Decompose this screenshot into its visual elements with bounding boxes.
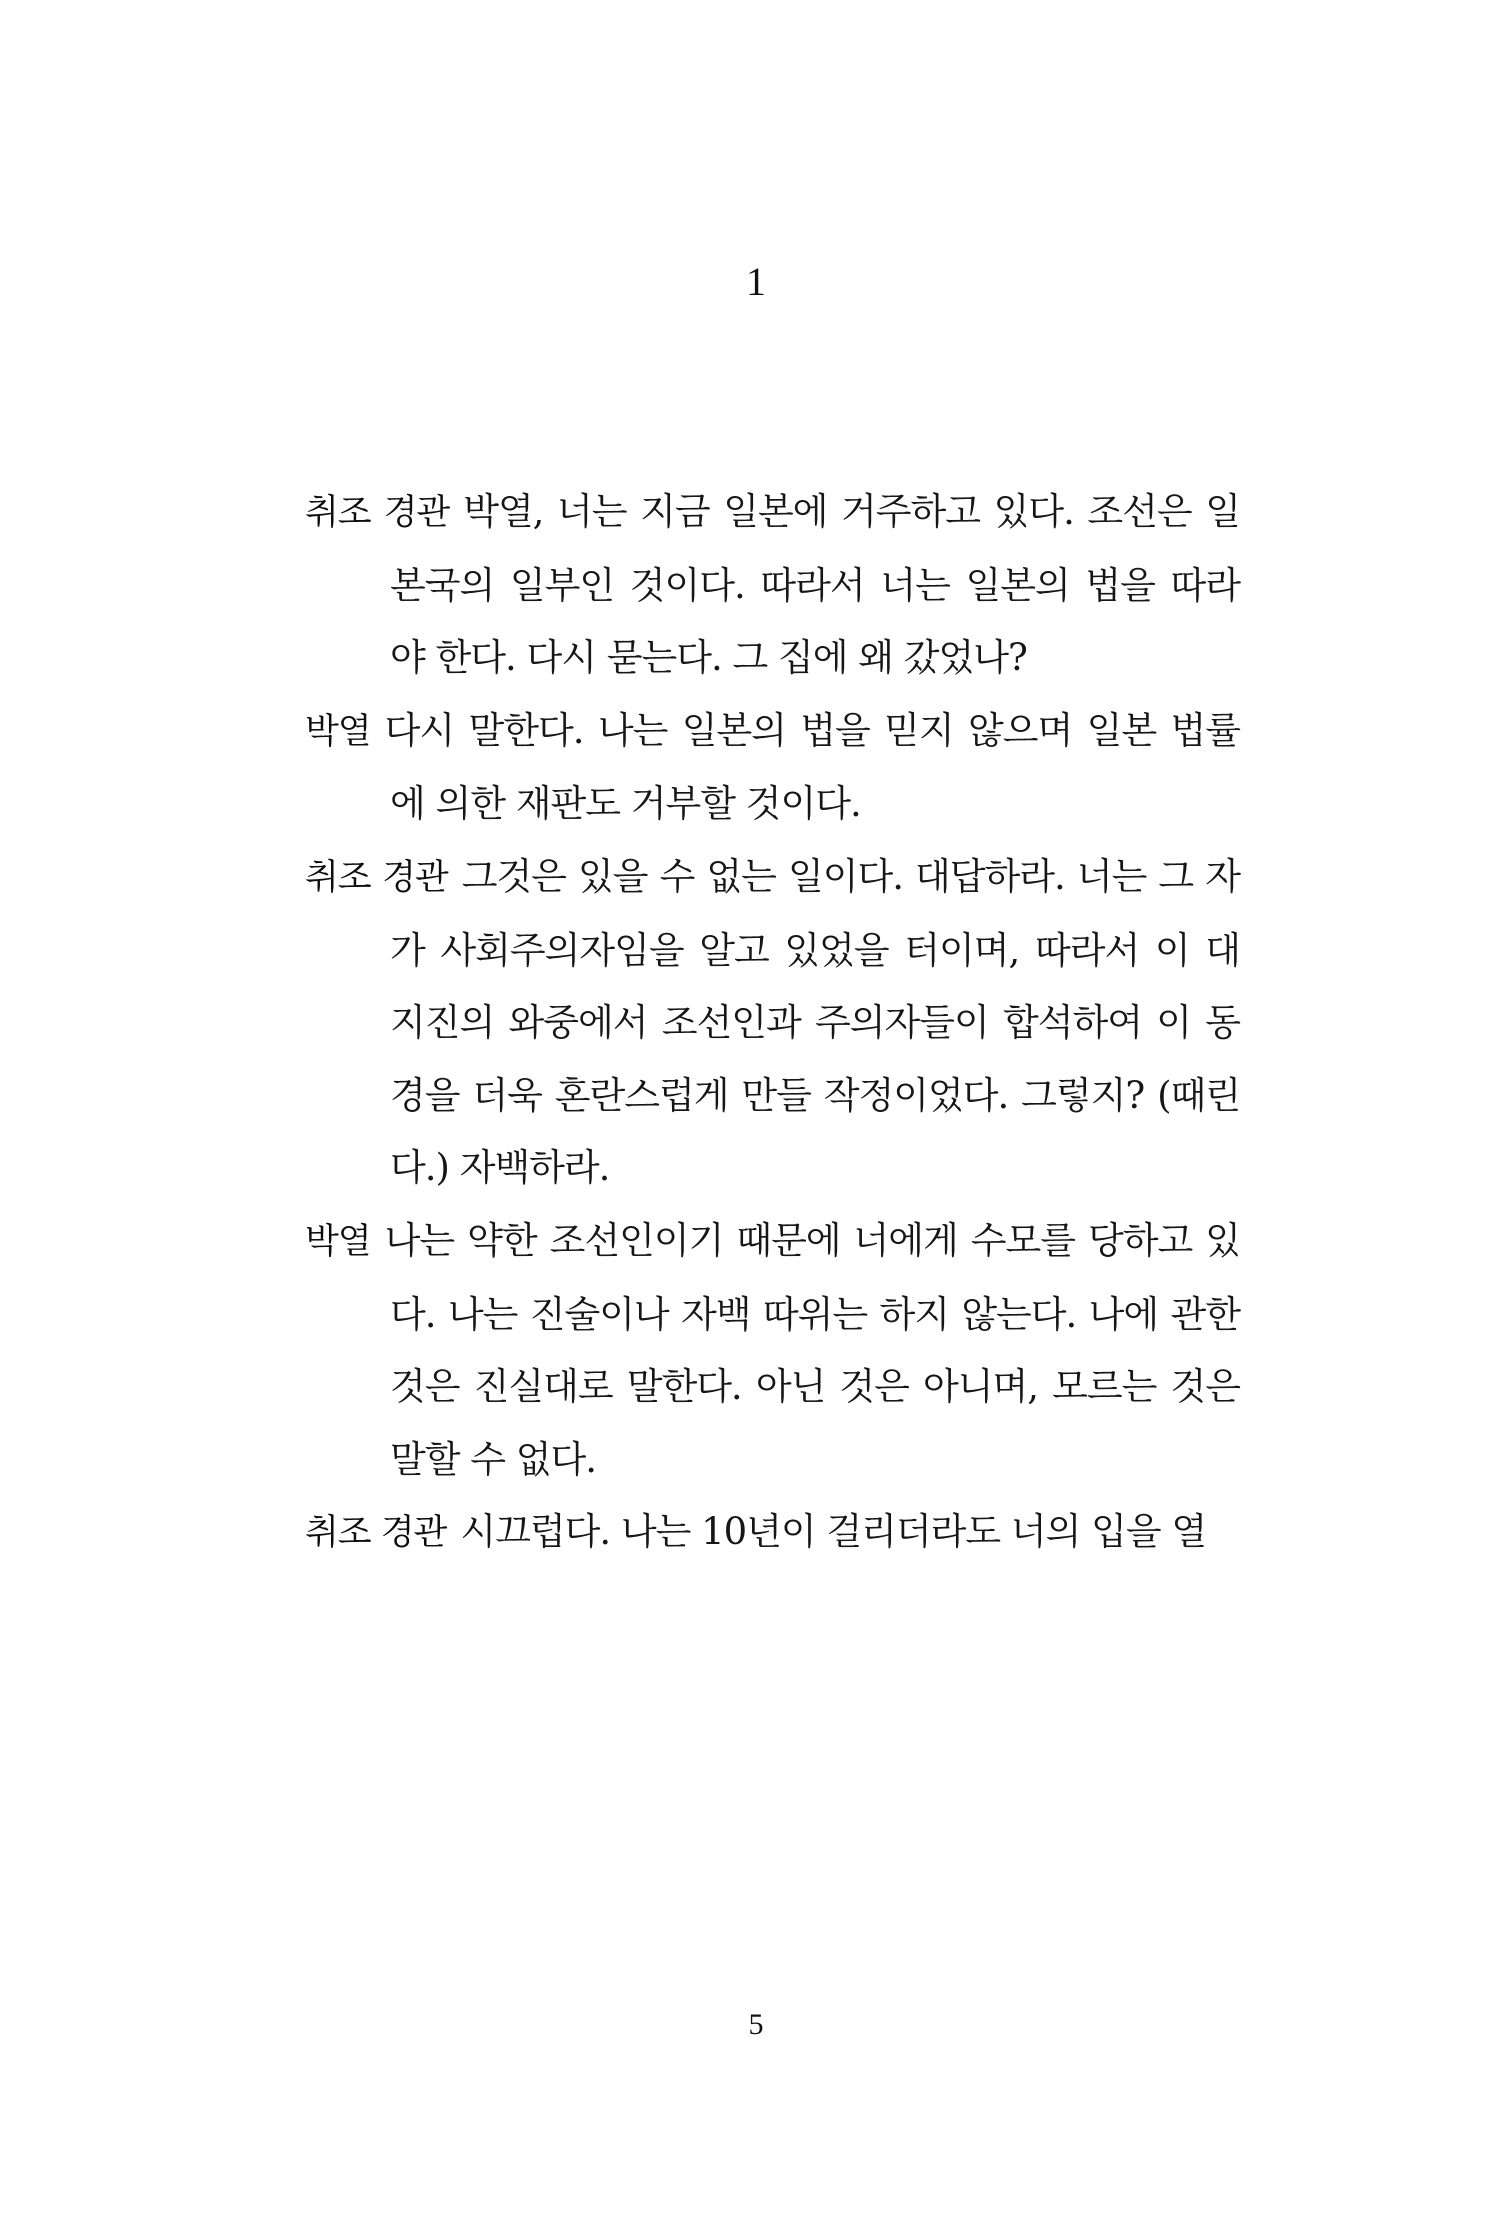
dialogue-text: 시끄럽다. 나는 10년이 걸리더라도 너의 입을 열 <box>460 1510 1207 1554</box>
speaker-label: 박열 <box>305 711 371 752</box>
script-body <box>305 476 1240 1570</box>
dialogue-text: 나는 약한 조선인이기 때문에 너에게 수모를 당하고 있다. 나는 진술이나 자백 따위는 하지 않는다. 나에 관한 것은 진실대로 말한다. 아닌 것은 아니며, 모르는 것은 말할 수 없다. <box>384 1218 1240 1481</box>
chapter-number: 1 <box>746 259 766 304</box>
dialogue-entry <box>305 1205 1240 1496</box>
speaker-label: 취조 경관 <box>305 1513 447 1554</box>
dialogue-entry <box>305 476 1240 695</box>
dialogue-entry <box>305 1496 1240 1570</box>
dialogue-text: 다시 말한다. 나는 일본의 법을 믿지 않으며 일본 법률에 의한 재판도 거부할 것이다. <box>384 708 1240 826</box>
dialogue-entry <box>305 841 1240 1205</box>
page-number: 5 <box>748 2008 764 2041</box>
dialogue-text: 그것은 있을 수 없는 일이다. 대답하라. 너는 그 자가 사회주의자임을 알고 있었을 터이며, 따라서 이 대지진의 와중에서 조선인과 주의자들이 합석하여 이 동경을 더욱 혼란스럽게 만들 작정이었다. 그렇지? (때린다.) 자백하라. <box>390 854 1240 1190</box>
speaker-label: 박열 <box>305 1221 371 1262</box>
speaker-label: 취조 경관 <box>305 857 448 898</box>
speaker-label: 취조 경관 <box>305 493 450 533</box>
dialogue-entry <box>305 695 1240 841</box>
dialogue-text: 박열, 너는 지금 일본에 거주하고 있다. 조선은 일본국의 일부인 것이다. 따라서 너는 일본의 법을 따라야 한다. 다시 묻는다. 그 집에 왜 갔었나? <box>390 490 1240 680</box>
